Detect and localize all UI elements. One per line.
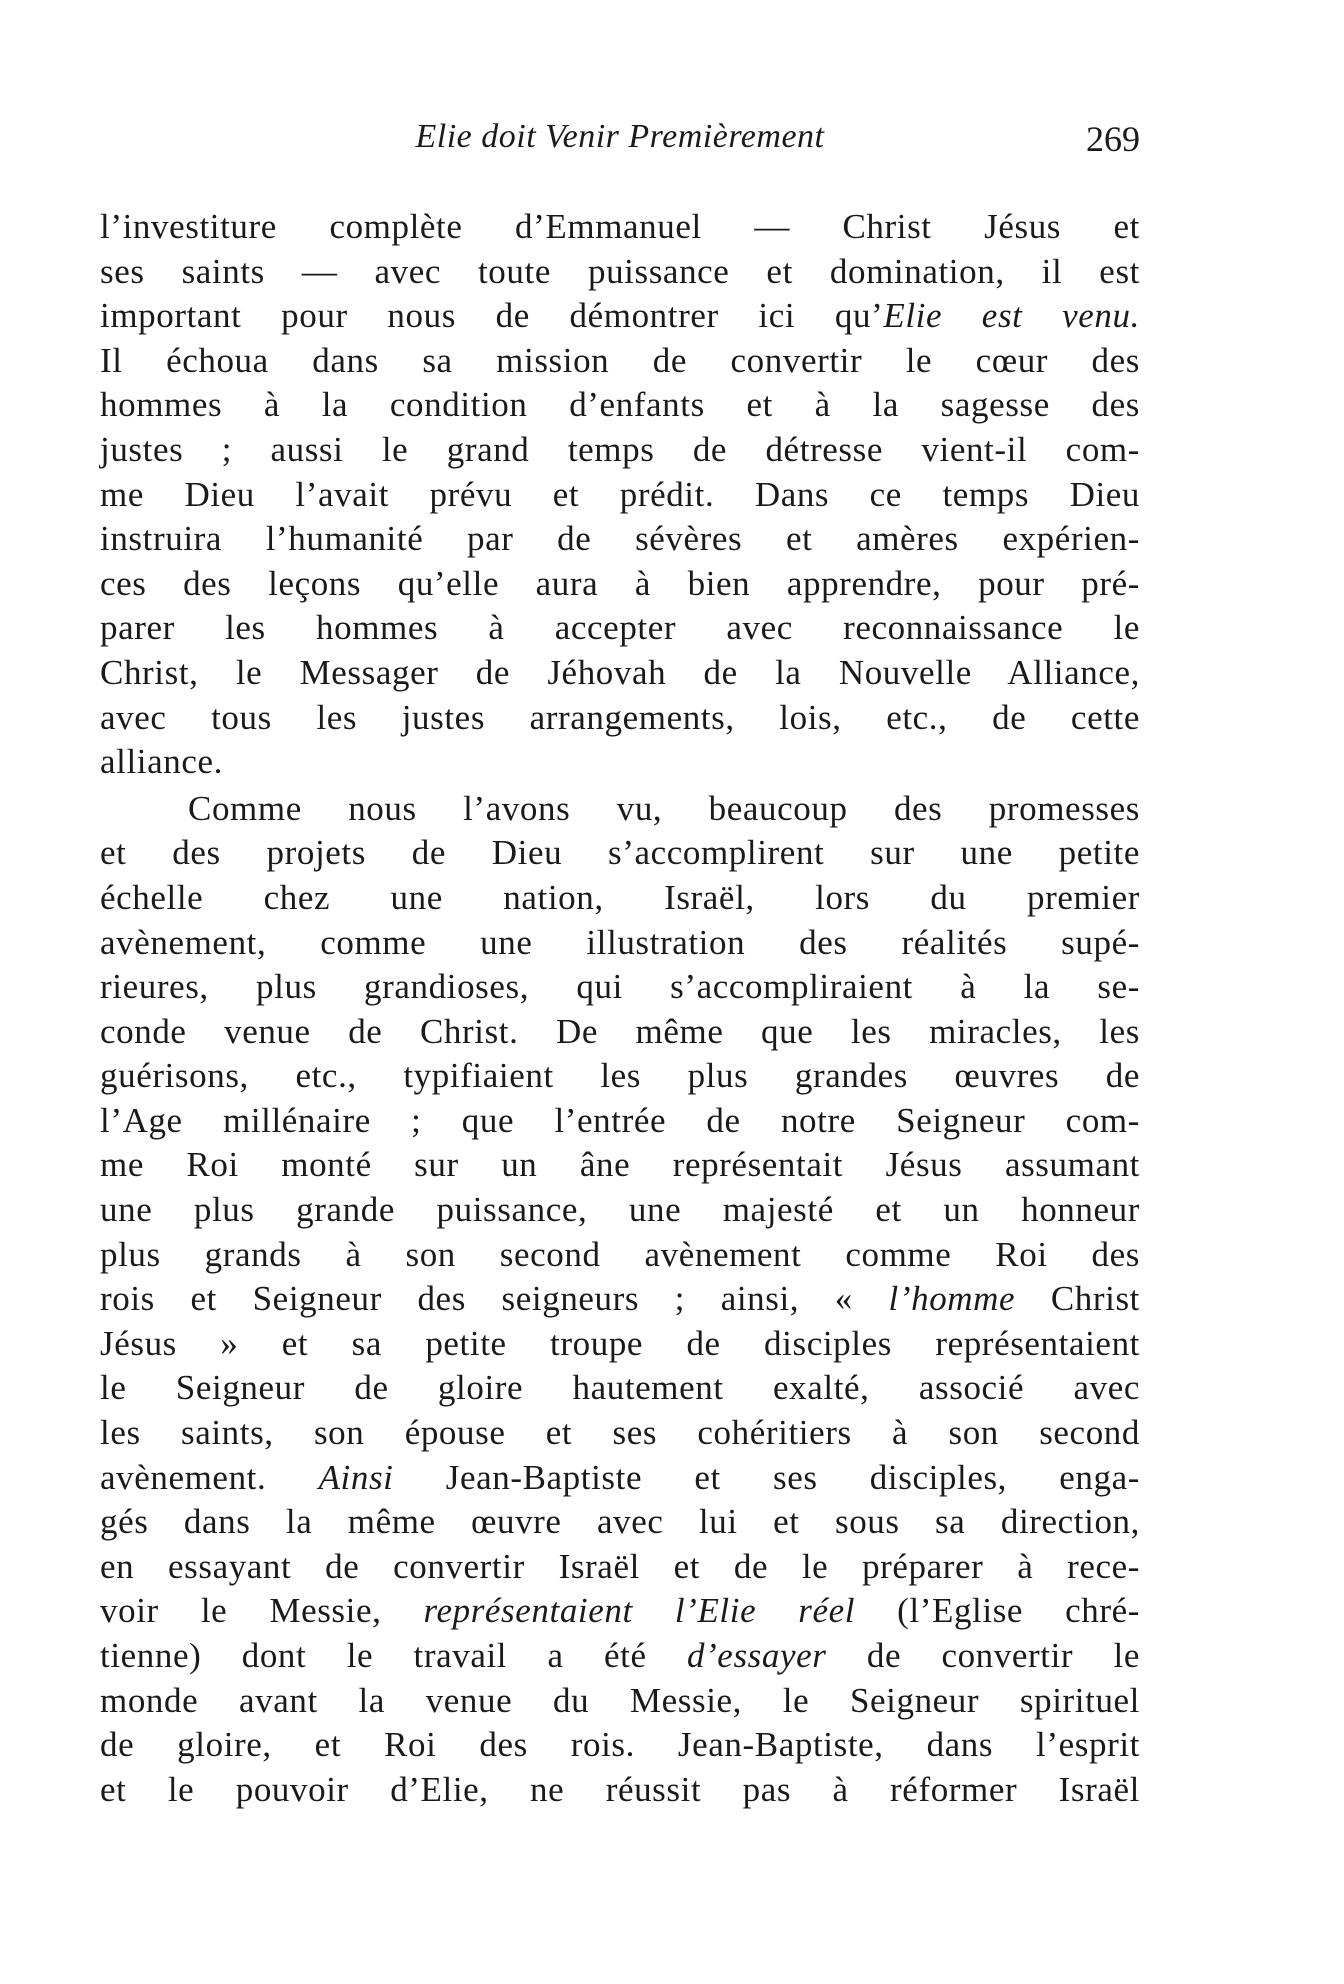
text-line: rieures, plus grandioses, qui s’accompliraient à la se- xyxy=(100,967,1140,1007)
text-line: Il échoua dans sa mission de convertir le cœur des xyxy=(100,340,1140,380)
paragraph xyxy=(100,787,1140,1813)
text-line: Jésus » et sa petite troupe de disciples représentaient xyxy=(100,1323,1140,1363)
text-line: et des projets de Dieu s’accomplirent sur une petite xyxy=(100,833,1140,873)
text-line: monde avant la venue du Messie, le Seigneur spirituel xyxy=(100,1680,1140,1720)
text-line: l’Age millénaire ; que l’entrée de notre Seigneur com- xyxy=(100,1100,1140,1140)
text-line: Comme nous l’avons vu, beaucoup des promesses xyxy=(188,788,1140,828)
text-line: en essayant de convertir Israël et de le préparer à rece- xyxy=(100,1546,1140,1586)
text-line: voir le Messie, représentaient l’Elie réel (l’Eglise chré- xyxy=(100,1591,1140,1631)
text-line: Christ, le Messager de Jéhovah de la Nouvelle Alliance, xyxy=(100,652,1140,692)
text-line: parer les hommes à accepter avec reconnaissance le xyxy=(100,608,1140,648)
text-line: l’investiture complète d’Emmanuel — Christ Jésus et xyxy=(100,207,1140,246)
italic-text: Ainsi xyxy=(318,1457,394,1497)
text-line: ces des leçons qu’elle aura à bien apprendre, pour pré- xyxy=(100,563,1140,603)
text-line: une plus grande puissance, une majesté et un honneur xyxy=(100,1190,1140,1230)
text-line: justes ; aussi le grand temps de détresse vient-il com- xyxy=(100,429,1140,469)
italic-text: représentaient l’Elie réel xyxy=(423,1591,856,1631)
text-line: et le pouvoir d’Elie, ne réussit pas à réformer Israël xyxy=(100,1769,1140,1809)
running-head xyxy=(100,118,1140,168)
text-line: gés dans la même œuvre avec lui et sous sa direction, xyxy=(100,1502,1140,1542)
text-line: ses saints — avec toute puissance et domination, il est xyxy=(100,251,1140,291)
text-line: me Roi monté sur un âne représentait Jésus assumant xyxy=(100,1145,1140,1185)
text-line: me Dieu l’avait prévu et prédit. Dans ce temps Dieu xyxy=(100,474,1140,514)
italic-text: Elie est venu. xyxy=(883,296,1140,336)
text-line: avènement. Ainsi Jean-Baptiste et ses disciples, enga- xyxy=(100,1457,1140,1497)
text-line: le Seigneur de gloire hautement exalté, associé avec xyxy=(100,1368,1140,1408)
text-line: guérisons, etc., typifiaient les plus grandes œuvres de xyxy=(100,1056,1140,1096)
text-line: de gloire, et Roi des rois. Jean-Baptiste, dans l’esprit xyxy=(100,1725,1140,1765)
italic-text: d’essayer xyxy=(686,1636,827,1675)
italic-text: l’homme xyxy=(888,1279,1016,1319)
paragraph xyxy=(100,205,1140,785)
text-line: échelle chez une nation, Israël, lors du premier xyxy=(100,877,1140,917)
text-line: plus grands à son second avènement comme Roi des xyxy=(100,1234,1140,1274)
text-line: instruira l’humanité par de sévères et amères expérien- xyxy=(100,519,1140,559)
body-text xyxy=(100,205,1140,1812)
text-line: tienne) dont le travail a été d’essayer de convertir le xyxy=(100,1636,1140,1675)
text-line: hommes à la condition d’enfants et à la sagesse des xyxy=(100,385,1140,425)
text-line: conde venue de Christ. De même que les miracles, les xyxy=(100,1011,1140,1051)
text-line: avec tous les justes arrangements, lois, etc., de cette xyxy=(100,697,1140,737)
text-line: rois et Seigneur des seigneurs ; ainsi, « l’homme Christ xyxy=(100,1279,1140,1319)
text-line: avènement, comme une illustration des réalités supé- xyxy=(100,922,1140,962)
page-number: 269 xyxy=(1086,119,1140,159)
running-title: Elie doit Venir Premièrement xyxy=(415,118,825,155)
text-line: important pour nous de démontrer ici qu’Elie est venu. xyxy=(100,296,1140,336)
text-line: les saints, son épouse et ses cohéritiers à son second xyxy=(100,1413,1140,1453)
text-line: alliance. xyxy=(100,742,223,782)
